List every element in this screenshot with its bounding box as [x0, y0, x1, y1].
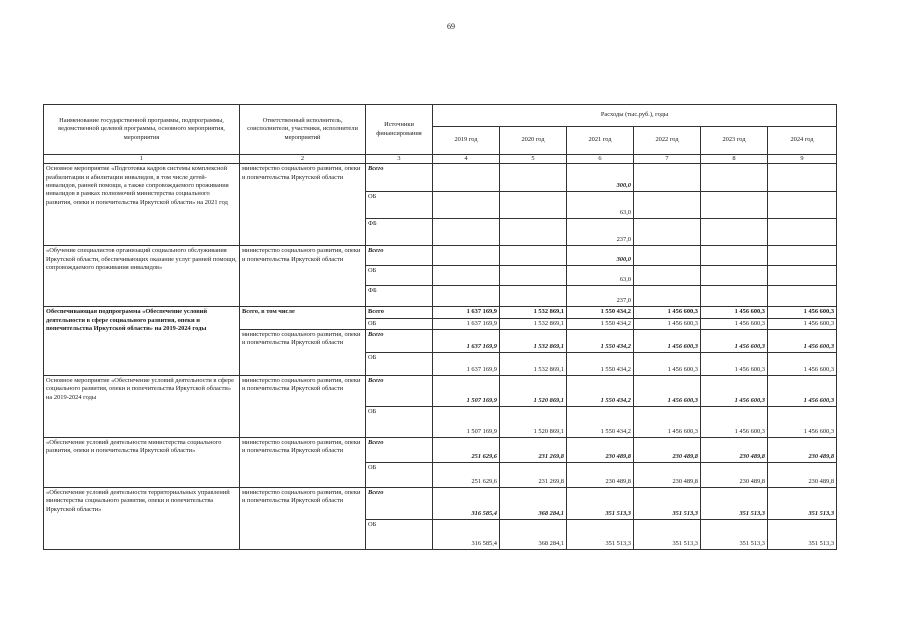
cell-value: 1 456 600,3	[634, 329, 701, 352]
row-name: «Обучение специалистов организаций социального обслуживания Иркутской области, обеспечивающих оказание услуг ранней помощи, сопровождаемого проживания инвалидов»	[44, 246, 240, 307]
cell-value	[433, 266, 500, 286]
cell-value	[701, 246, 768, 266]
header-year: 2024 год	[768, 127, 837, 155]
cell-value: 300,0	[567, 246, 634, 266]
cell-value: 300,0	[567, 164, 634, 192]
cell-value	[500, 164, 567, 192]
cell-value: 230 489,8	[701, 462, 768, 487]
cell-value	[500, 286, 567, 307]
cell-value: 351 513,3	[768, 519, 837, 549]
column-number: 9	[768, 155, 837, 164]
cell-value: 1 550 434,2	[567, 307, 634, 318]
cell-value: 1 456 600,3	[634, 318, 701, 329]
table-row	[44, 375, 837, 406]
column-number: 6	[567, 155, 634, 164]
row-executor: министерство социального развития, опеки и попечительства Иркутской области	[240, 487, 366, 549]
cell-value: 230 489,8	[701, 437, 768, 462]
row-name: Основное мероприятие «Подготовка кадров системы комплексной реабилитации и абилитации инвалидов, в том числе детей-инвалидов, ранней помощи, а также сопровождаемого проживания инвалидов в рамках полномочий министерства социального развития, опеки и попечительства Иркутской области» на 2021 год	[44, 164, 240, 246]
cell-value: 1 456 600,3	[768, 318, 837, 329]
cell-value: 368 284,1	[500, 519, 567, 549]
cell-value: 1 507 169,9	[433, 375, 500, 406]
cell-value	[701, 266, 768, 286]
row-source: Всего	[366, 437, 433, 462]
cell-value: 351 513,3	[634, 519, 701, 549]
table-row	[44, 307, 837, 318]
row-executor: министерство социального развития, опеки и попечительства Иркутской области	[240, 437, 366, 487]
cell-value: 1 532 869,1	[500, 307, 567, 318]
cell-value: 1 507 169,9	[433, 406, 500, 437]
cell-value: 237,0	[567, 219, 634, 246]
header-year: 2023 год	[701, 127, 768, 155]
cell-value: 1 456 600,3	[634, 307, 701, 318]
row-source: Всего	[366, 307, 433, 318]
row-source: ОБ	[366, 462, 433, 487]
cell-value: 231 269,8	[500, 462, 567, 487]
header-name: Наименование государственной программы, подпрограммы, ведомственной целевой программы, основного мероприятия, мероприятия	[44, 105, 240, 155]
row-source: ФБ	[366, 219, 433, 246]
row-source: ОБ	[366, 192, 433, 219]
column-number: 8	[701, 155, 768, 164]
page-number: 69	[447, 22, 455, 31]
cell-value: 1 456 600,3	[701, 375, 768, 406]
cell-value: 1 456 600,3	[634, 352, 701, 375]
row-executor: министерство социального развития, опеки и попечительства Иркутской области	[240, 246, 366, 307]
row-source: Всего	[366, 487, 433, 519]
cell-value: 351 513,3	[567, 487, 634, 519]
cell-value: 1 456 600,3	[701, 307, 768, 318]
row-name: «Обеспечение условий деятельности территориальных управлений министерства социального развития, опеки и попечительства Иркутской области»	[44, 487, 240, 549]
cell-value	[433, 219, 500, 246]
cell-value	[634, 219, 701, 246]
cell-value	[768, 164, 837, 192]
cell-value: 316 585,4	[433, 519, 500, 549]
row-source: Всего	[366, 164, 433, 192]
cell-value: 1 456 600,3	[768, 406, 837, 437]
table-row	[44, 246, 837, 266]
cell-value: 230 489,8	[634, 437, 701, 462]
row-source: Всего	[366, 246, 433, 266]
row-executor: министерство социального развития, опеки и попечительства Иркутской области	[240, 164, 366, 246]
budget-table	[43, 104, 837, 550]
row-source: ОБ	[366, 406, 433, 437]
cell-value: 1 456 600,3	[768, 329, 837, 352]
row-executor: министерство социального развития, опеки и попечительства Иркутской области	[240, 329, 366, 375]
cell-value: 351 513,3	[634, 487, 701, 519]
cell-value: 351 513,3	[768, 487, 837, 519]
cell-value	[433, 192, 500, 219]
cell-value: 1 637 169,9	[433, 329, 500, 352]
cell-value	[768, 266, 837, 286]
cell-value	[768, 246, 837, 266]
cell-value: 1 520 869,1	[500, 375, 567, 406]
cell-value: 1 456 600,3	[768, 375, 837, 406]
header-source: Источники финансирования	[366, 105, 433, 155]
cell-value	[500, 192, 567, 219]
row-source: ОБ	[366, 266, 433, 286]
cell-value: 1 456 600,3	[701, 406, 768, 437]
row-executor: министерство социального развития, опеки и попечительства Иркутской области	[240, 375, 366, 437]
cell-value: 1 456 600,3	[701, 318, 768, 329]
cell-value: 1 637 169,9	[433, 318, 500, 329]
cell-value	[701, 192, 768, 219]
header-executor: Ответственный исполнитель, соисполнители, участники, исполнители мероприятий	[240, 105, 366, 155]
cell-value: 1 520 869,1	[500, 406, 567, 437]
cell-value: 1 456 600,3	[701, 329, 768, 352]
cell-value: 1 637 169,9	[433, 307, 500, 318]
cell-value	[634, 266, 701, 286]
cell-value: 1 532 869,1	[500, 352, 567, 375]
column-number: 3	[366, 155, 433, 164]
table-row	[44, 437, 837, 462]
column-number: 4	[433, 155, 500, 164]
cell-value	[500, 246, 567, 266]
cell-value	[500, 219, 567, 246]
cell-value: 1 456 600,3	[768, 352, 837, 375]
cell-value: 230 489,8	[768, 437, 837, 462]
column-number: 5	[500, 155, 567, 164]
cell-value: 230 489,8	[567, 462, 634, 487]
header-year: 2021 год	[567, 127, 634, 155]
cell-value	[500, 266, 567, 286]
cell-value: 251 629,6	[433, 462, 500, 487]
header-year: 2020 год	[500, 127, 567, 155]
cell-value	[433, 246, 500, 266]
cell-value: 1 550 434,2	[567, 329, 634, 352]
cell-value: 230 489,8	[634, 462, 701, 487]
cell-value	[634, 246, 701, 266]
cell-value	[634, 164, 701, 192]
column-number: 7	[634, 155, 701, 164]
cell-value: 1 456 600,3	[634, 406, 701, 437]
table-row	[44, 164, 837, 192]
row-executor-total: Всего, в том числе	[240, 307, 366, 330]
header-year: 2019 год	[433, 127, 500, 155]
cell-value	[768, 286, 837, 307]
column-number: 1	[44, 155, 240, 164]
cell-value: 1 550 434,2	[567, 318, 634, 329]
cell-value: 316 585,4	[433, 487, 500, 519]
table-row	[44, 487, 837, 519]
cell-value: 1 532 869,1	[500, 318, 567, 329]
row-source: ОБ	[366, 318, 433, 329]
cell-value: 1 550 434,2	[567, 375, 634, 406]
cell-value: 1 637 169,9	[433, 352, 500, 375]
cell-value: 351 513,3	[701, 519, 768, 549]
cell-value: 63,0	[567, 192, 634, 219]
row-source: Всего	[366, 375, 433, 406]
cell-value: 230 489,8	[768, 462, 837, 487]
cell-value: 63,0	[567, 266, 634, 286]
cell-value	[701, 164, 768, 192]
row-source: ОБ	[366, 519, 433, 549]
cell-value: 237,0	[567, 286, 634, 307]
cell-value	[701, 219, 768, 246]
cell-value: 231 269,8	[500, 437, 567, 462]
cell-value	[433, 164, 500, 192]
cell-value	[768, 219, 837, 246]
cell-value: 1 456 600,3	[634, 375, 701, 406]
cell-value: 1 456 600,3	[768, 307, 837, 318]
cell-value: 1 532 869,1	[500, 329, 567, 352]
cell-value: 230 489,8	[567, 437, 634, 462]
cell-value: 351 513,3	[701, 487, 768, 519]
cell-value: 351 513,3	[567, 519, 634, 549]
cell-value: 1 550 434,2	[567, 352, 634, 375]
cell-value	[701, 286, 768, 307]
row-source: ФБ	[366, 286, 433, 307]
header-expenses: Расходы (тыс.руб.), годы	[433, 105, 837, 127]
budget-table-container	[43, 104, 836, 550]
row-source: Всего	[366, 329, 433, 352]
row-name: Обеспечивающая подпрограмма «Обеспечение условий деятельности в сфере социального развития, опеки и попечительства Иркутской области» на 2019-2024 годы	[44, 307, 240, 376]
cell-value: 1 456 600,3	[701, 352, 768, 375]
cell-value: 1 550 434,2	[567, 406, 634, 437]
cell-value	[768, 192, 837, 219]
row-name: «Обеспечение условий деятельности министерства социального развития, опеки и попечительства Иркутской области»	[44, 437, 240, 487]
cell-value	[634, 192, 701, 219]
cell-value	[433, 286, 500, 307]
header-year: 2022 год	[634, 127, 701, 155]
row-name: Основное мероприятие «Обеспечение условий деятельности в сфере социального развития, опеки и попечительства Иркутской области» на 2019-2024 годы	[44, 375, 240, 437]
cell-value	[634, 286, 701, 307]
cell-value: 368 284,1	[500, 487, 567, 519]
column-number: 2	[240, 155, 366, 164]
cell-value: 251 629,6	[433, 437, 500, 462]
row-source: ОБ	[366, 352, 433, 375]
